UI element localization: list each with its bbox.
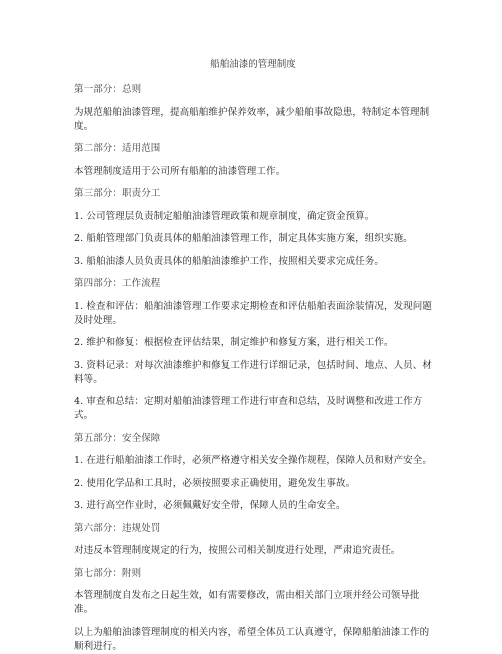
list-item: 2. 使用化学品和工具时，必须按照要求正确使用，避免发生事故。 xyxy=(74,477,356,489)
closing-paragraph: 以上为船舶油漆管理制度的相关内容，希望全体员工认真遵守，保障船舶油漆工作的顺利进行。 xyxy=(74,626,430,652)
list-item: 3. 资料记录：对每次油漆维护和修复工作进行详细记录，包括时间、地点、人员、材料等。 xyxy=(74,359,432,385)
section-heading-7: 第七部分：附则 xyxy=(74,567,142,579)
list-item: 1. 公司管理层负责制定船舶油漆管理政策和规章制度，确定资金预算。 xyxy=(74,210,375,222)
section-heading-1: 第一部分：总则 xyxy=(74,84,142,95)
list-item: 4. 审查和总结：定期对船舶油漆管理工作进行审查和总结，及时调整和改进工作方式。 xyxy=(74,396,423,421)
list-item: 3. 进行高空作业时，必须佩戴好安全带，保障人员的生命安全。 xyxy=(74,500,346,511)
paragraph: 本管理制度自发布之日起生效，如有需要修改，需由相关部门立项并经公司领导批准。 xyxy=(74,590,420,615)
list-item: 2. 维护和修复：根据检查评估结果，制定维护和修复方案，进行相关工作。 xyxy=(74,337,394,348)
section-heading-5: 第五部分：安全保障 xyxy=(74,432,161,444)
section-heading-3: 第三部分：职责分工 xyxy=(74,188,161,199)
paragraph: 为规范船舶油漆管理，提高船舶维护保养效率，减少船舶事故隐患，特制定本管理制度。 xyxy=(74,106,430,132)
paragraph: 对违反本管理制度规定的行为，按照公司相关制度进行处理，严肃追究责任。 xyxy=(74,545,401,556)
list-item: 1. 在进行船舶油漆工作时，必须严格遵守相关安全操作规程，保障人员和财产安全。 xyxy=(74,455,432,466)
list-item: 2. 船舶管理部门负责具体的船舶油漆管理工作，制定具体实施方案，组织实施。 xyxy=(74,233,413,244)
list-item: 3. 船舶油漆人员负责具体的船舶油漆维护工作，按照相关要求完成任务。 xyxy=(74,255,384,267)
section-heading-2: 第二部分：适用范围 xyxy=(74,143,161,154)
list-item: 1. 检查和评估：船舶油漆管理工作要求定期检查和评估船舶表面涂装情况，发现问题及时处理。 xyxy=(74,300,432,326)
section-heading-6: 第六部分：违规处罚 xyxy=(74,522,161,534)
paragraph: 本管理制度适用于公司所有船舶的油漆管理工作。 xyxy=(74,165,286,177)
section-heading-4: 第四部分：工作流程 xyxy=(74,278,161,289)
document-title: 船舶油漆的管理制度 xyxy=(210,59,296,70)
